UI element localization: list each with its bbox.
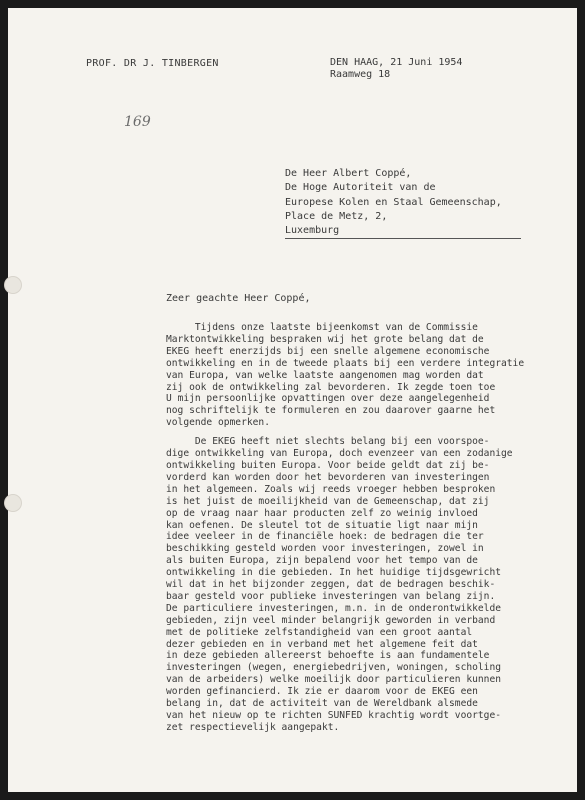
text-line: kan oefenen. De sleutel tot de situatie ligt naar mijn: [166, 519, 478, 531]
text-line: van de arbeiders) welke moeilijk door particulieren kunnen: [166, 674, 502, 686]
address-line: Europese Kolen en Staal Gemeenschap,: [285, 196, 502, 208]
text-line: op de vraag naar haar producten zelf zo weinig invloed: [166, 507, 478, 519]
text-line: Marktontwikkeling bespraken wij het grote belang dat de: [166, 333, 484, 345]
text-line: baar gesteld voor publieke investeringen van belang zijn.: [166, 590, 496, 602]
salutation: Zeer geachte Heer Coppé,: [166, 293, 311, 304]
paragraph: [166, 436, 524, 734]
text-line: vorderd kan worden door het bevorderen van investeringen: [166, 471, 490, 483]
text-line: belang in, dat de activiteit van de Wereldbank alsmede: [166, 698, 478, 710]
address-line: De Heer Albert Coppé,: [285, 168, 412, 179]
text-line: ontwikkeling en in de tweede plaats bij een verdere integratie: [166, 357, 525, 369]
text-line: De particuliere investeringen, m.n. in de onderontwikkelde: [166, 602, 502, 614]
text-line: van Europa, van welke laatste aangenomen mag worden dat: [166, 369, 484, 381]
handwritten-page-number: 169: [124, 114, 151, 130]
text-line: met de politieke zelfstandigheid van een groot aantal: [166, 626, 473, 638]
text-line: gebieden, zijn veel minder belangrijk geworden in verband: [166, 614, 496, 626]
text-line: in het algemeen. Zoals wij reeds vroeger hebben besproken: [166, 483, 496, 495]
punch-hole: [4, 494, 22, 512]
text-line: U mijn persoonlijke opvattingen over deze aangelegenheid: [166, 393, 490, 405]
text-line: nog schriftelijk te formuleren en zou daarover gaarne het: [166, 405, 496, 417]
text-line: volgende opmerken.: [166, 417, 270, 429]
text-line: dige ontwikkeling van Europa, doch evenzeer van een zodanige: [166, 448, 513, 460]
sender-name: PROF. DR J. TINBERGEN: [86, 58, 219, 69]
text-line: beschikking gesteld worden voor investeringen, zowel in: [166, 543, 484, 555]
text-line: ontwikkeling buiten Europa. Voor beide geldt dat zij be-: [166, 459, 490, 471]
paragraph: [166, 322, 524, 429]
address-line: De Hoge Autoriteit van de: [285, 182, 436, 194]
place-date-block: [330, 57, 462, 81]
address-line-city: Luxemburg: [285, 224, 521, 239]
text-line: wil dat in het bijzonder zeggen, dat de bedragen beschik-: [166, 579, 496, 591]
text-line: ontwikkeling in die gebieden. In het huidige tijdsgewricht: [166, 567, 502, 579]
text-line: van het nieuw op te richten SUNFED krachtig wordt voortge-: [166, 710, 502, 721]
text-line: zij ook de ontwikkeling zal bevorderen. Ik zegde toen toe: [166, 381, 496, 393]
text-line: idee veeleer in de financiële hoek: de bedragen die ter: [166, 531, 484, 543]
recipient-address: [285, 167, 521, 239]
text-line: EKEG heeft enerzijds bij een snelle algemene economische: [166, 345, 490, 357]
text-line: investeringen (wegen, energiebedrijven, woningen, scholing: [166, 662, 502, 674]
text-line: De EKEG heeft niet slechts belang bij een voorspoe-: [166, 436, 490, 448]
place-date: DEN HAAG, 21 Juni 1954: [330, 57, 463, 68]
text-line: dezer gebieden en in verband met het algemene feit dat: [166, 638, 478, 650]
text-line: worden gefinancierd. Ik zie er daarom voor de EKEG een: [166, 686, 478, 698]
text-line: is het juist de moeilijkheid van de Gemeenschap, dat zij: [166, 495, 490, 507]
street: Raamweg 18: [330, 69, 391, 80]
text-line: Tijdens onze laatste bijeenkomst van de Commissie: [166, 322, 478, 333]
text-line: zet respectievelijk aangepakt.: [166, 721, 340, 733]
punch-hole: [4, 276, 22, 294]
letter-body: [166, 322, 524, 741]
text-line: in deze gebieden allereerst behoefte is aan fundamentele: [166, 650, 490, 662]
address-line: Place de Metz, 2,: [285, 210, 388, 222]
text-line: als buiten Europa, zijn bepalend voor het tempo van de: [166, 555, 478, 567]
